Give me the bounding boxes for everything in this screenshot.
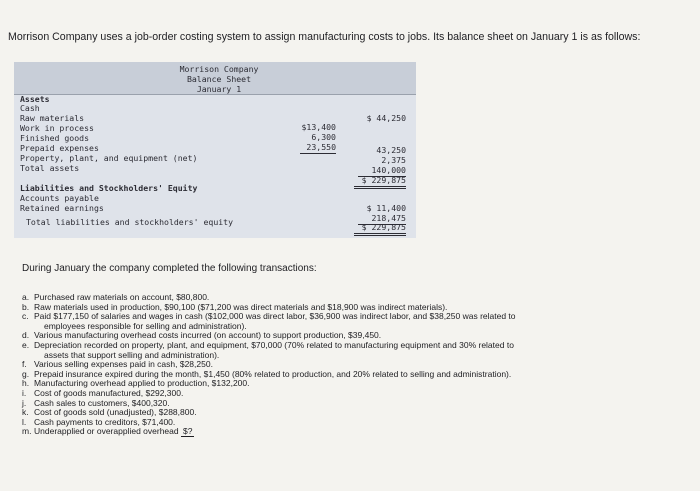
transaction-letter: j. xyxy=(22,397,27,408)
problem-intro: Morrison Company uses a job-order costing system to assign manufacturing costs to jobs. Its balance sheet on January 1 is as follows: xyxy=(8,31,641,43)
retained-earnings-amount: 218,475 xyxy=(358,214,406,225)
prepaid-expenses-label: Prepaid expenses xyxy=(20,143,99,153)
retained-earnings-label: Retained earnings xyxy=(20,203,104,213)
answer-blank[interactable]: $? xyxy=(182,426,193,437)
transaction-letter: m. xyxy=(22,426,32,437)
transaction-text: employees responsible for selling and administration). xyxy=(44,320,247,331)
liabilities-equity-heading: Liabilities and Stockholders' Equity xyxy=(20,183,198,193)
transaction-letter: e. xyxy=(22,339,30,350)
transactions-intro: During January the company completed the following transactions: xyxy=(22,263,317,274)
transaction-text: Raw materials used in production, $90,100 ($71,200 was direct materials and $18,900 was indirect materials). xyxy=(34,301,448,312)
total-liabilities-equity-label: Total liabilities and stockholders' equity xyxy=(26,217,234,227)
raw-materials-label: Raw materials xyxy=(20,113,85,123)
total-assets-amount: $ 229,875 xyxy=(354,176,406,189)
work-in-process-label: Work in process xyxy=(20,123,94,133)
total-liabilities-equity-amount: $ 229,875 xyxy=(354,223,406,236)
transaction-letter: b. xyxy=(22,301,30,312)
transaction-letter: h. xyxy=(22,378,30,389)
finished-goods-label: Finished goods xyxy=(20,133,90,143)
transaction-letter: c. xyxy=(22,311,29,322)
company-name: Morrison Company xyxy=(179,64,259,74)
finished-goods-amount: 23,550 xyxy=(300,143,336,154)
transaction-text: Cash sales to customers, $400,320. xyxy=(34,397,170,408)
transaction-text: Cost of goods manufactured, $292,300. xyxy=(34,387,184,398)
transaction-text: Various selling expenses paid in cash, $28,250. xyxy=(34,359,213,370)
transaction-text: Manufacturing overhead applied to production, $132,200. xyxy=(34,378,250,389)
cash-total: $ 44,250 xyxy=(366,113,406,123)
transaction-item xyxy=(22,341,516,360)
accounts-payable-amount: $ 11,400 xyxy=(366,203,406,213)
balance-sheet xyxy=(14,62,416,238)
transaction-letter: l. xyxy=(22,416,27,427)
transaction-text: Various manufacturing overhead costs incurred (on account) to support production, $39,450. xyxy=(34,330,382,341)
statement-date: January 1 xyxy=(196,84,242,94)
transaction-letter: g. xyxy=(22,368,30,379)
statement-name: Balance Sheet xyxy=(186,74,252,84)
transaction-text: Cost of goods sold (unadjusted), $288,800. xyxy=(34,407,197,418)
transaction-text: Cash payments to creditors, $71,400. xyxy=(34,416,176,427)
raw-materials-amount: $13,400 xyxy=(301,122,336,132)
transaction-text: Depreciation recorded on property, plant, and equipment, $70,000 (70% related to manufacturing equipment and 30% related to xyxy=(34,339,514,350)
cash-label: Cash xyxy=(20,103,40,113)
transaction-text: Underapplied or overapplied overhead xyxy=(34,426,179,437)
transaction-item xyxy=(22,427,516,437)
transaction-text: assets that support selling and administration). xyxy=(44,349,220,360)
accounts-payable-label: Accounts payable xyxy=(20,193,99,203)
transaction-text: Prepaid insurance expired during the month, $1,450 (80% related to production, and 20% related to selling and administration). xyxy=(34,368,512,379)
transaction-letter: d. xyxy=(22,330,30,341)
assets-heading: Assets xyxy=(20,94,50,104)
transaction-letter: i. xyxy=(22,387,27,398)
transaction-item xyxy=(22,312,516,331)
prepaid-expenses-total: 2,375 xyxy=(381,155,406,165)
transaction-letter: f. xyxy=(22,359,27,370)
transaction-letter: k. xyxy=(22,407,29,418)
transaction-letter: a. xyxy=(22,292,30,302)
balance-sheet-header xyxy=(14,62,416,95)
total-assets-label: Total assets xyxy=(20,163,80,173)
ppe-total: 140,000 xyxy=(358,166,406,177)
inventory-total: 43,250 xyxy=(376,145,406,155)
transaction-text: Paid $177,150 of salaries and wages in cash ($102,000 was direct labor, $36,900 was indirect labor, and $38,250 was related to xyxy=(34,311,516,322)
transaction-text: Purchased raw materials on account, $80,800. xyxy=(34,292,210,302)
ppe-label: Property, plant, and equipment (net) xyxy=(20,153,198,163)
work-in-process-amount: 6,300 xyxy=(311,132,336,142)
transactions-list xyxy=(22,293,516,437)
